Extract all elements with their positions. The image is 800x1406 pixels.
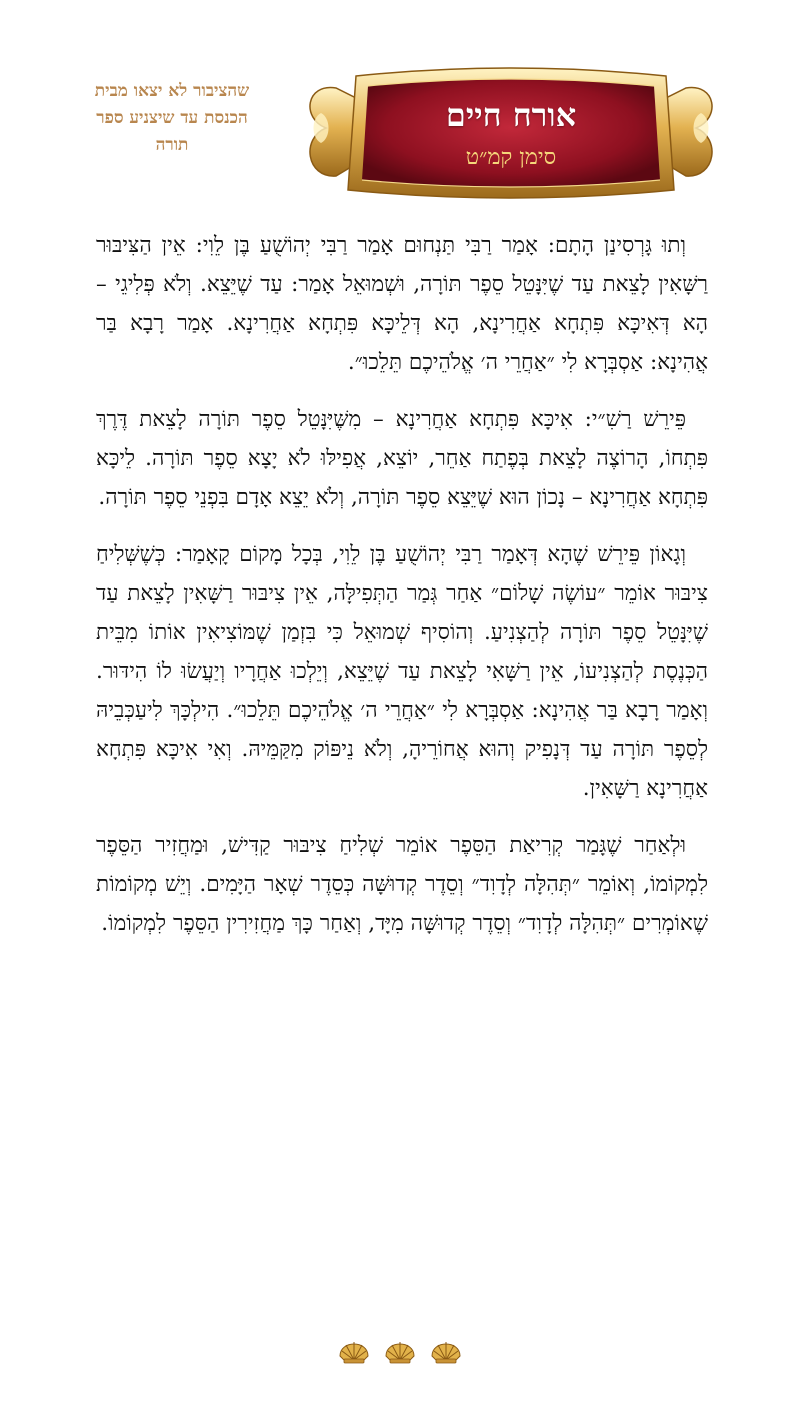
shell-icon <box>430 1334 462 1364</box>
title-banner <box>296 58 726 208</box>
paragraph-1: וְתוּ גָּרְסִינַן הָתָם: אָמַר רַבִּי תַּנְחוּם אָמַר רַבִּי יְהוֹשֻׁעַ בֶּן לֵוִי: אֵין הַצִּיבּוּר רַשָּׁאִין לָצֵאת עַד שֶׁיִּנָּטֵל סֵפֶר תּוֹרָה, וּשְׁמוּאֵל אָמַר: עַד שֶׁיֵּצֵא. וְלֹא פְּלִיגֵי – הָא דְּאִיכָּא פִּתְחָא אַחֲרִינָא, הָא דְּלֵיכָּא פִּתְחָא אַחֲרִינָא. אָמַר רָבָא בַּר אֲהִינָא: אַסְבְּרָא לִי ״אַחֲרֵי ה׳ אֱלֹהֵיכֶם תֵּלֵכוּ״. <box>96 233 708 375</box>
banner-title: אורח חיים <box>445 96 577 134</box>
paragraph-3: וְגָאוֹן פֵּירֵשׁ שֶׁהָא דְּאָמַר רַבִּי יְהוֹשֻׁעַ בֶּן לֵוִי, בְּכָל מָקוֹם קָאָמַר: כְּשֶׁשְּׁלִיחַ צִיבּוּר אוֹמֵר ״עוֹשֶׂה שָׁלוֹם״ אַחַר גְּמַר הַתְּפִילָּה, אֵין צִיבּוּר רַשָּׁאִין לָצֵאת עַד שֶׁיִּנָּטֵל סֵפֶר תּוֹרָה לְהַצְנִיעַ. וְהוֹסִיף שְׁמוּאֵל כִּי בִּזְמַן שֶׁמּוֹצִיאִין אוֹתוֹ מִבֵּית הַכְּנֶסֶת לְהַצְנִיעוֹ, אֵין רַשָּׁאִי לָצֵאת עַד שֶׁיֵּצֵא, וְיֵלְכוּ אַחֲרָיו וְיַעֲשׂוּ לוֹ הִידּוּר. וְאָמַר רָבָא בַּר אֲהִינָא: אַסְבְּרָא לִי ״אַחֲרֵי ה׳ אֱלֹהֵיכֶם תֵּלֵכוּ״. הִילְכָּךְ לִיעַכְּבֵיהּ לְסֵפֶר תּוֹרָה עַד דְּנָפִיק וְהוּא אֲחוֹרֵיהָ, וְלֹא נֵיפּוֹק מִקַּמֵּיהּ. וְאִי אִיכָּא פִּתְחָא אַחֲרִינָא רַשָּׁאִין. <box>96 542 708 801</box>
side-note: שהציבור לא יצאו מבית הכנסת עד שיצניע ספר תורה <box>94 81 250 155</box>
banner-subtitle: סימן קמ״ט <box>465 145 557 170</box>
footer-ornaments <box>0 1334 800 1368</box>
shell-icon <box>384 1334 416 1364</box>
paragraph-2: פֵּירֵשׁ רַשִׁ״י: אִיכָּא פִּתְחָא אַחֲרִינָא – מִשֶּׁיִּנָּטֵל סֵפֶר תּוֹרָה לָצֵאת דֶּרֶךְ פִּתְחוֹ, הָרוֹצֶה לָצֵאת בְּפֶתַח אַחֵר, יוֹצֵא, אֲפִילּוּ לֹא יָצָא סֵפֶר תּוֹרָה. לֵיכָּא פִּתְחָא אַחֲרִינָא – נָכוֹן הוּא שֶׁיֵּצֵא סֵפֶר תּוֹרָה, וְלֹא יֵצֵא אָדָם בִּפְנֵי סֵפֶר תּוֹרָה. <box>96 407 708 510</box>
paragraph-4: וּלְאַחַר שֶׁגָּמַר קְרִיאַת הַסֵּפֶר אוֹמֵר שְׁלִיחַ צִיבּוּר קַדִּישׁ, וּמַחֲזִיר הַסֵּפֶר לִמְקוֹמוֹ, וְאוֹמֵר ״תְּהִלָּה לְדָוִד״ וְסֵדֶר קְדוּשָּׁה כְּסֵדֶר שְׁאָר הַיָּמִים. וְיֵשׁ מְקוֹמוֹת שֶׁאוֹמְרִים ״תְּהִלָּה לְדָוִד״ וְסֵדֶר קְדוּשָּׁה מִיָּד, וְאַחַר כָּךְ מַחֲזִירִין הַסֵּפֶר לִמְקוֹמוֹ. <box>96 833 708 936</box>
shell-icon <box>338 1334 370 1364</box>
main-text <box>96 226 708 961</box>
